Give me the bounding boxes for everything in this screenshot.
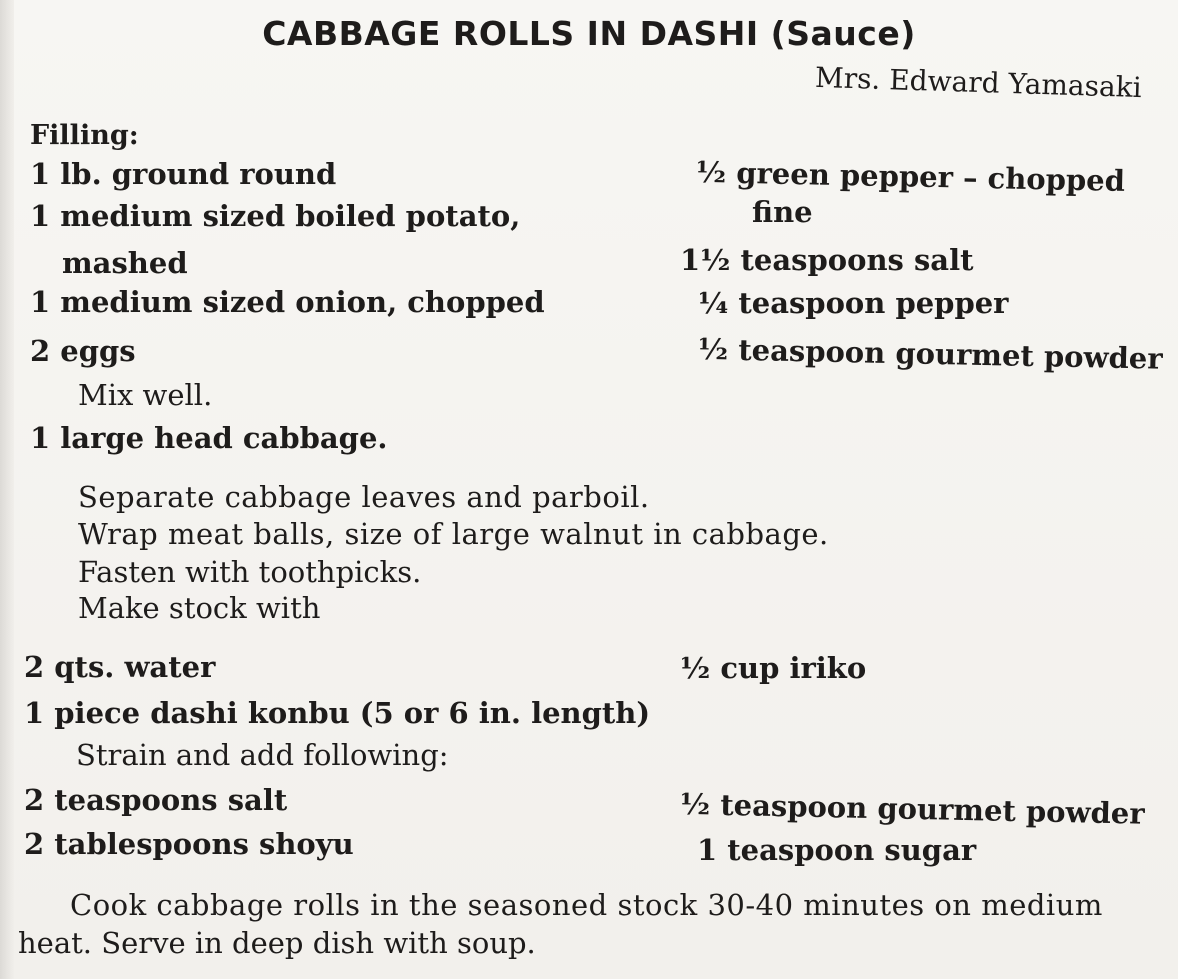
season-left-item: 2 tablespoons shoyu bbox=[24, 827, 354, 861]
filling-heading: Filling: bbox=[30, 120, 139, 151]
season-right-item: 1 teaspoon sugar bbox=[697, 833, 977, 867]
strain-note: Strain and add following: bbox=[76, 738, 449, 772]
filling-left-item: mashed bbox=[62, 246, 188, 280]
instruction-line: Wrap meat balls, size of large walnut in cabbage. bbox=[78, 517, 829, 551]
filling-left-item: 1 lb. ground round bbox=[30, 157, 337, 191]
filling-left-item: 1 medium sized onion, chopped bbox=[30, 285, 545, 319]
filling-right-item: ½ teaspoon gourmet powder bbox=[697, 332, 1163, 376]
filling-right-item: 1½ teaspoons salt bbox=[680, 243, 974, 277]
recipe-title: CABBAGE ROLLS IN DASHI (Sauce) bbox=[262, 14, 916, 53]
stock-right-item: ½ cup iriko bbox=[680, 651, 867, 685]
filling-left-item: 2 eggs bbox=[30, 334, 136, 368]
stock-left-item: 2 qts. water bbox=[24, 650, 216, 684]
season-right-item: ½ teaspoon gourmet powder bbox=[679, 787, 1145, 831]
filling-right-item: fine bbox=[752, 195, 813, 229]
final-instruction-line: Cook cabbage rolls in the seasoned stock 30-40 minutes on medium bbox=[70, 888, 1103, 922]
instruction-line: Make stock with bbox=[78, 591, 321, 625]
page-edge-shadow bbox=[0, 0, 14, 979]
filling-right-item: ½ green pepper – chopped bbox=[695, 155, 1126, 198]
stock-left-item: 1 piece dashi konbu (5 or 6 in. length) bbox=[24, 696, 651, 730]
cabbage-line: 1 large head cabbage. bbox=[30, 421, 388, 455]
final-instruction-line: heat. Serve in deep dish with soup. bbox=[18, 926, 536, 960]
mix-note: Mix well. bbox=[78, 378, 213, 412]
recipe-author: Mrs. Edward Yamasaki bbox=[814, 60, 1143, 105]
instruction-line: Fasten with toothpicks. bbox=[78, 555, 422, 589]
filling-left-item: 1 medium sized boiled potato, bbox=[30, 199, 521, 233]
season-left-item: 2 teaspoons salt bbox=[24, 783, 288, 817]
instruction-line: Separate cabbage leaves and parboil. bbox=[78, 480, 650, 514]
filling-right-item: ¼ teaspoon pepper bbox=[698, 286, 1009, 320]
